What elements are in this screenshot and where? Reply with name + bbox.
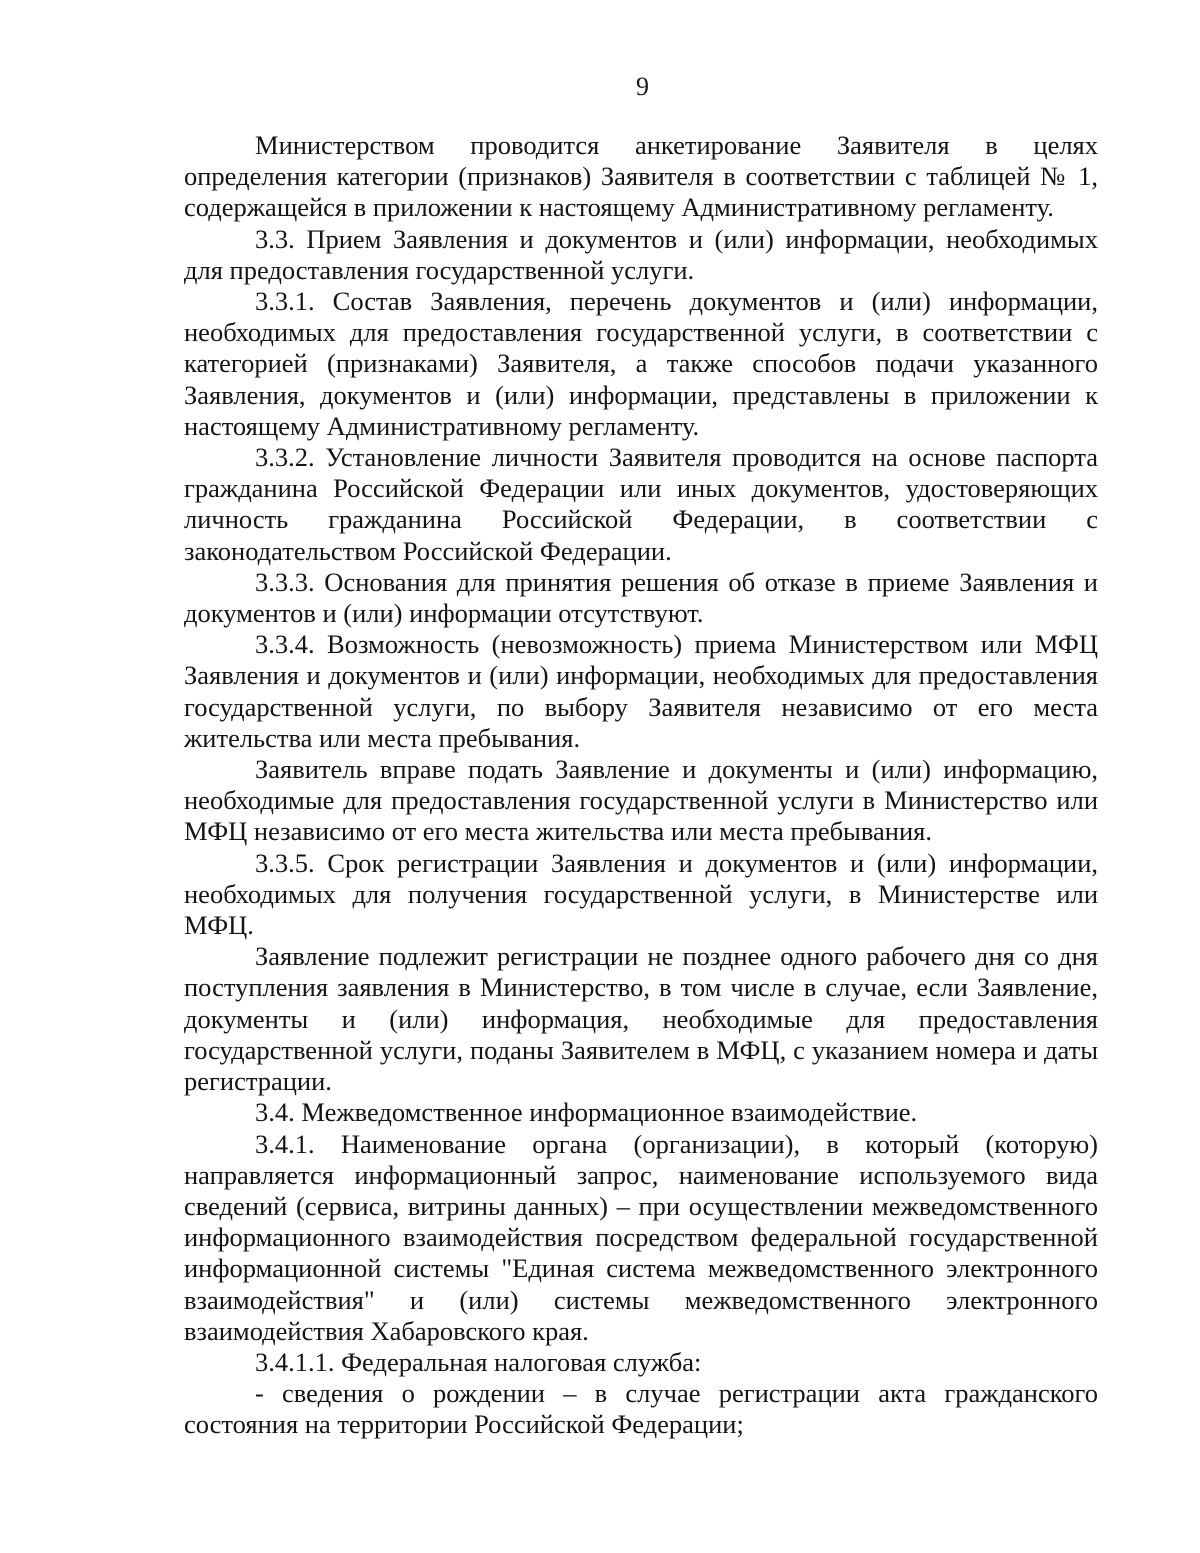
paragraph-3-4-1-1: 3.4.1.1. Федеральная налоговая служба:: [255, 1346, 702, 1377]
paragraph-3-4-1: 3.4.1. Наименование органа (организации), в который (которую) направляется информационный запрос, наименование используемого вида сведений (сервиса, витрины данных) – при осуществлении межведомственного информационного взаимодействия посредством федеральной государственной информационной системы "Единая система межведомственного электронного взаимодействия" и (или) системы межведомственного электронного взаимодействия Хабаровского края.: [184, 1128, 1098, 1346]
document-body: [184, 130, 1098, 1441]
paragraph-applicant-right: Заявитель вправе подать Заявление и документы и (или) информацию, необходимые для предоставления государственной услуги в Министерство или МФЦ независимо от его места жительства или места пребывания.: [184, 754, 1098, 847]
paragraph-3-3-2: 3.3.2. Установление личности Заявителя проводится на основе паспорта гражданина Российской Федерации или иных документов, удостоверяющих личность гражданина Российской Федерации, в соответствии с законодательством Российской Федерации.: [184, 442, 1098, 566]
paragraph-3-3-1: 3.3.1. Состав Заявления, перечень документов и (или) информации, необходимых для предоставления государственной услуги, в соответствии с категорией (признаками) Заявителя, а также способов подачи указанного Заявления, документов и (или) информации, представлены в приложении к настоящему Административному регламенту.: [184, 286, 1098, 441]
paragraph-3-3: 3.3. Прием Заявления и документов и (или) информации, необходимых для предоставления государственной услуги.: [184, 223, 1098, 285]
page-number: 9: [636, 72, 649, 101]
paragraph-questionnaire: Министерством проводится анкетирование Заявителя в целях определения категории (признаков) Заявителя в соответствии с таблицей № 1, содержащейся в приложении к настоящему Административному регламенту.: [184, 130, 1098, 223]
paragraph-3-3-3: 3.3.3. Основания для принятия решения об отказе в приеме Заявления и документов и (или) информации отсутствуют.: [184, 566, 1098, 629]
paragraph-3-4: 3.4. Межведомственное информационное взаимодействие.: [255, 1097, 918, 1128]
paragraph-registration-term: Заявление подлежит регистрации не позднее одного рабочего дня со дня поступления заявления в Министерство, в том числе в случае, если Заявление, документы и (или) информация, необходимые для предоставления государственной услуги, поданы Заявителем в МФЦ, с указанием номера и даты регистрации.: [184, 941, 1098, 1097]
paragraph-3-3-4: 3.3.4. Возможность (невозможность) приема Министерством или МФЦ Заявления и документов и (или) информации, необходимых для предоставления государственной услуги, по выбору Заявителя независимо от его места жительства или места пребывания.: [184, 629, 1098, 753]
paragraph-3-3-5: 3.3.5. Срок регистрации Заявления и документов и (или) информации, необходимых для получения государственной услуги, в Министерстве или МФЦ.: [184, 847, 1098, 941]
paragraph-birth-info: - сведения о рождении – в случае регистрации акта гражданского состояния на территории Российской Федерации;: [184, 1378, 1098, 1440]
